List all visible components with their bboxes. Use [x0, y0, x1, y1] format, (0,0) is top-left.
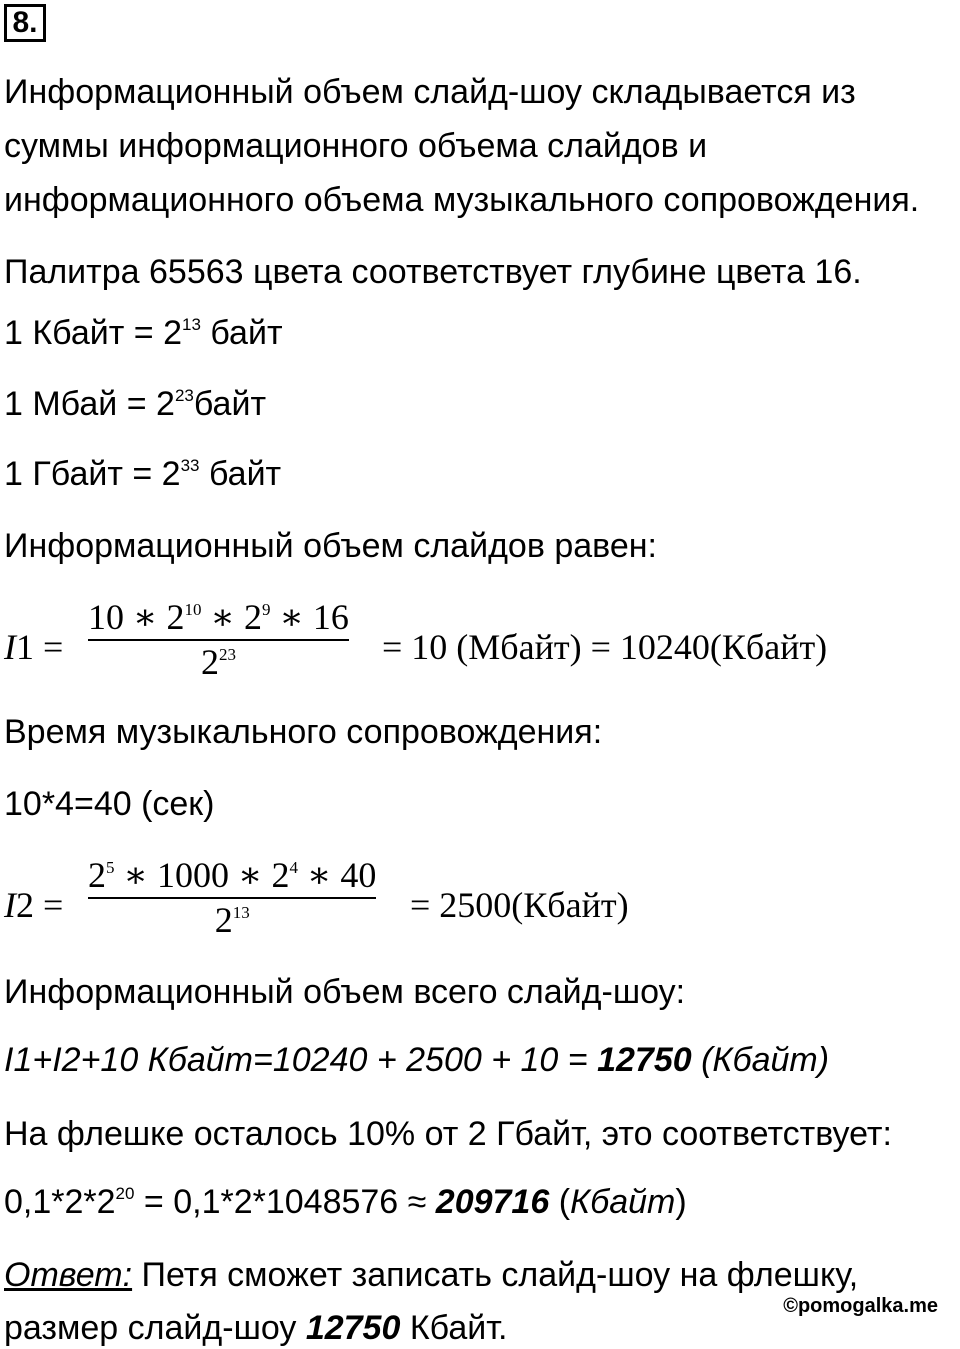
intro-line-3: информационного объема музыкального сопровождения. [4, 181, 920, 219]
answer-line-1: Ответ: Петя сможет записать слайд-шоу на флешку, [4, 1256, 859, 1294]
total-heading: Информационный объем всего слайд-шоу: [4, 973, 686, 1011]
flash-value: 209716 [435, 1183, 550, 1221]
intro-line-1: Информационный объем слайд-шоу складывается из [4, 73, 856, 111]
formula2-fraction [88, 854, 376, 942]
slides-heading: Информационный объем слайдов равен: [4, 527, 657, 565]
formula1-lhs: I1 = [4, 627, 64, 667]
answer-label: Ответ: [4, 1256, 133, 1294]
unit-gbyte: 1 Гбайт = $2^{33}$ байт [4, 455, 282, 493]
answer-line-2: размер слайд-шоу 12750 Кбайт. [4, 1309, 508, 1347]
unit-kbyte: 1 Кбайт = $2^{13}$ байт [4, 314, 283, 352]
formula2-denominator: $2^{13}$ [214, 900, 250, 941]
formula1-fraction [88, 596, 349, 684]
answer-value: 12750 [305, 1309, 401, 1347]
total-line: I1+I2+10 Кбайт=10240 + 2500 + 10 = 12750 (Кбайт) [4, 1041, 830, 1079]
formula2-numerator: $2^5$ ∗ 1000 ∗ $2^4$ ∗ 40 [88, 855, 377, 895]
intro-line-2: суммы информационного объема слайдов и [4, 127, 708, 165]
formula1-rhs: = 10 (Мбайт) = 10240(Кбайт) [382, 627, 828, 667]
problem-number-badge: 8. [4, 4, 46, 42]
flash-line: На флешке осталось 10% от 2 Гбайт, это соответствует: [4, 1115, 892, 1153]
palette-line: Палитра 65563 цвета соответствует глубине цвета 16. [4, 253, 862, 291]
music-time: 10*4=40 (сек) [4, 785, 215, 823]
unit-mbyte: 1 Мбай = $2^{23}байт$ [4, 385, 267, 423]
watermark: ©pomogalka.me [783, 1295, 938, 1317]
flash-calc: $0,1*2*2^{20} = 0,1*2*1048576 \approx 209716$ (Кбайт) [4, 1183, 687, 1221]
formula1-numerator: 10 ∗ $2^{10}$ ∗ $2^9$ ∗ 16 [88, 597, 349, 637]
formula1-denominator: $2^{23}$ [200, 642, 236, 683]
formula2-lhs: I2 = [4, 885, 64, 925]
music-heading: Время музыкального сопровождения: [4, 713, 603, 751]
total-value: 12750 [597, 1041, 692, 1079]
formula2-rhs: = 2500(Кбайт) [410, 885, 629, 925]
